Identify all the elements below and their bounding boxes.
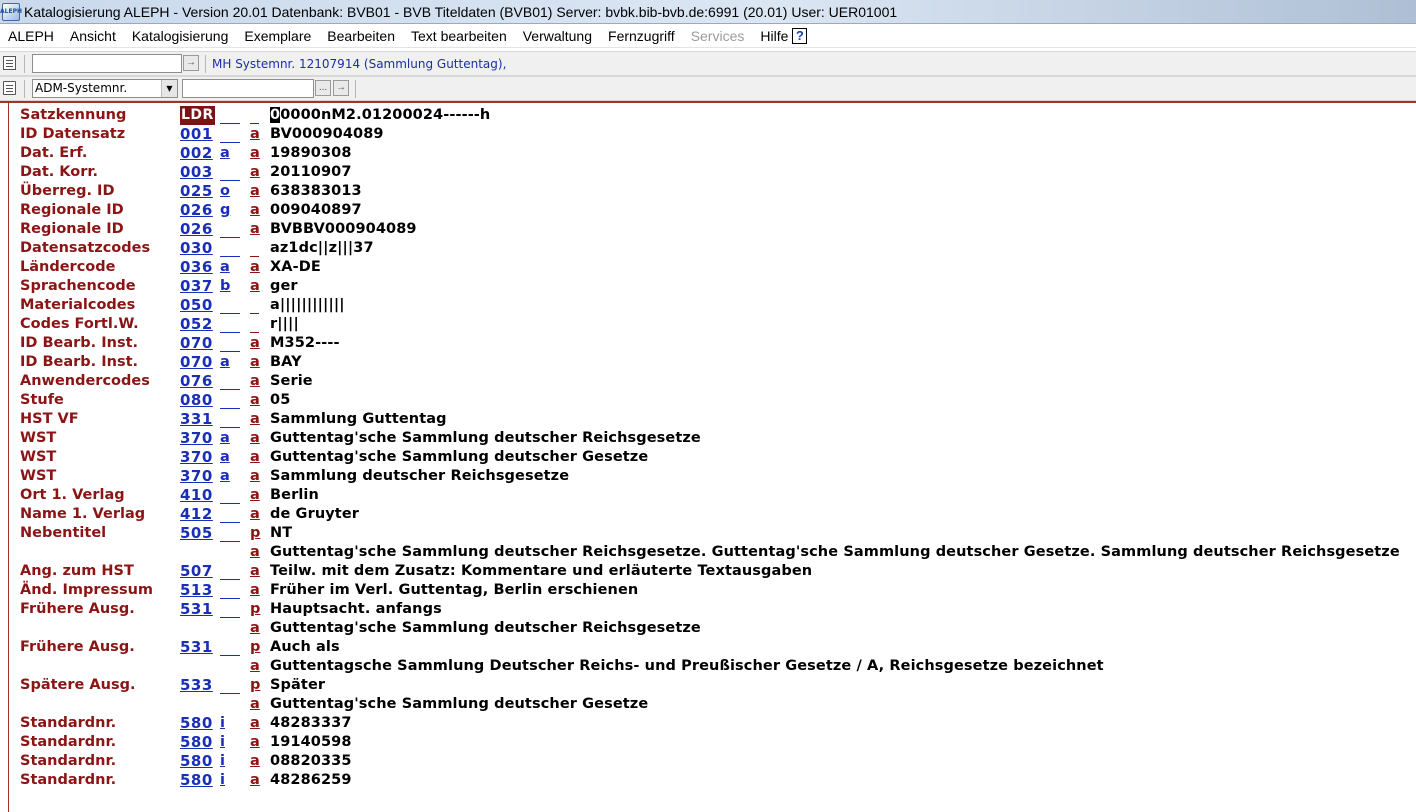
subfield-code[interactable]: p [250, 525, 261, 541]
record-field-row [0, 467, 1416, 486]
subfield-code[interactable]: a [250, 506, 260, 522]
field-label: Spätere Ausg. [20, 677, 136, 693]
field-indicator[interactable] [220, 600, 240, 618]
field-value[interactable]: NT [270, 525, 293, 541]
field-label: Überreg. ID [20, 183, 115, 199]
field-indicator[interactable] [220, 296, 240, 314]
field-indicator[interactable] [220, 334, 240, 352]
field-indicator[interactable] [220, 524, 240, 542]
field-tag[interactable]: 026 [180, 201, 213, 219]
field-label: Anwendercodes [20, 373, 150, 389]
record-field-row [0, 391, 1416, 410]
field-label: Änd. Impressum [20, 582, 154, 598]
menu-item-katalogisierung[interactable]: Katalogisierung [131, 27, 229, 44]
field-indicator[interactable]: i [220, 772, 225, 788]
menu-item-bearbeiten[interactable]: Bearbeiten [327, 27, 395, 44]
menu-item-exemplare[interactable]: Exemplare [244, 27, 312, 44]
field-indicator[interactable] [220, 220, 240, 238]
field-indicator[interactable]: a [220, 449, 230, 465]
field-label: Standardnr. [20, 734, 117, 750]
field-label: Ang. zum HST [20, 563, 134, 579]
field-value[interactable]: 48286259 [270, 772, 352, 788]
field-indicator[interactable]: a [220, 259, 230, 275]
subfield-code[interactable]: a [250, 734, 260, 750]
field-value[interactable]: 48283337 [270, 715, 352, 731]
record-field-row [0, 581, 1416, 600]
record-field-row [0, 106, 1416, 125]
subfield-code[interactable]: a [250, 753, 260, 769]
window-title: Katalogisierung ALEPH - Version 20.01 Datenbank: BVB01 - BVB Titeldaten (BVB01) Server: bvbk.bib-bvb.de:6991 (20.01) User: UER01001 [24, 3, 898, 20]
field-tag[interactable]: 531 [180, 638, 213, 656]
subfield-code[interactable]: a [250, 335, 260, 351]
record-field-row [0, 524, 1416, 543]
field-value[interactable]: a|||||||||||| [270, 297, 345, 313]
subfield-code[interactable]: a [250, 354, 260, 370]
field-value[interactable]: 19140598 [270, 734, 352, 750]
field-value[interactable]: BV000904089 [270, 126, 384, 142]
field-value[interactable]: r|||| [270, 316, 299, 332]
subfield-code[interactable]: a [250, 411, 260, 427]
field-value[interactable]: 009040897 [270, 202, 362, 218]
browse-button[interactable]: ... [315, 80, 331, 96]
field-value[interactable]: Guttentagsche Sammlung Deutscher Reichs- und Preußischer Gesetze / A, Reichsgesetze bezeichnet [270, 658, 1104, 674]
record-field-row [0, 277, 1416, 296]
field-label: Codes Fortl.W. [20, 316, 139, 332]
menu-item-hilfe[interactable]: Hilfe [760, 27, 789, 44]
field-indicator[interactable]: g [220, 202, 231, 218]
record-field-row [0, 714, 1416, 733]
title-bar [0, 0, 1416, 24]
field-tag[interactable]: 331 [180, 410, 213, 428]
field-value[interactable]: Sammlung deutscher Reichsgesetze [270, 468, 570, 484]
field-tag[interactable]: 533 [180, 676, 213, 694]
record-field-row [0, 315, 1416, 334]
field-label: Regionale ID [20, 202, 124, 218]
subfield-code[interactable]: a [250, 563, 260, 579]
field-value[interactable]: ger [270, 278, 298, 294]
field-label: HST VF [20, 411, 79, 427]
menu-item-ansicht[interactable]: Ansicht [69, 27, 116, 44]
record-field-row [0, 182, 1416, 201]
field-value[interactable]: Früher im Verl. Guttentag, Berlin erschienen [270, 582, 639, 598]
record-field-row [0, 752, 1416, 771]
menu-item-verwaltung[interactable]: Verwaltung [522, 27, 593, 44]
subfield-code[interactable]: a [250, 772, 260, 788]
field-label: Datensatzcodes [20, 240, 151, 256]
field-indicator[interactable]: o [220, 183, 230, 199]
record-field-row [0, 258, 1416, 277]
field-label: WST [20, 468, 57, 484]
subfield-code[interactable]: a [250, 544, 260, 560]
subfield-code[interactable]: a [250, 202, 260, 218]
field-indicator[interactable]: a [220, 430, 230, 446]
field-value[interactable]: 19890308 [270, 145, 352, 161]
index-select-value: ADM-Systemnr. [35, 81, 128, 95]
subfield-code[interactable] [250, 239, 259, 257]
field-indicator[interactable] [220, 315, 240, 333]
field-label: Ländercode [20, 259, 116, 275]
field-value[interactable]: 05 [270, 392, 291, 408]
menu-item-text-bearbeiten[interactable]: Text bearbeiten [411, 27, 507, 44]
subfield-code[interactable]: a [250, 696, 260, 712]
field-value[interactable]: Hauptsacht. anfangs [270, 601, 442, 617]
copy-record-icon[interactable] [3, 81, 16, 95]
subfield-code[interactable]: a [250, 183, 260, 199]
menu-item-services: Services [690, 27, 745, 44]
menu-item-fernzugriff[interactable]: Fernzugriff [608, 27, 675, 44]
index-search-input[interactable] [182, 79, 314, 98]
record-field-row [0, 657, 1416, 676]
record-field-row [0, 125, 1416, 144]
field-value[interactable]: Auch als [270, 639, 340, 655]
subfield-code[interactable]: a [250, 658, 260, 674]
subfield-code[interactable] [250, 315, 259, 333]
record-field-row [0, 334, 1416, 353]
subfield-code[interactable]: p [250, 601, 261, 617]
field-label: Dat. Korr. [20, 164, 98, 180]
field-value[interactable]: Guttentag'sche Sammlung deutscher Reichsgesetze [270, 430, 701, 446]
field-indicator[interactable] [220, 581, 240, 599]
field-value[interactable]: Später [270, 677, 326, 693]
field-tag[interactable]: 025 [180, 182, 213, 200]
field-indicator[interactable]: i [220, 734, 225, 750]
field-value[interactable]: XA-DE [270, 259, 321, 275]
field-value[interactable]: M352---- [270, 335, 340, 351]
field-tag[interactable]: 580 [180, 733, 213, 751]
record-field-row [0, 296, 1416, 315]
record-field-row [0, 505, 1416, 524]
field-indicator[interactable]: a [220, 145, 230, 161]
field-label: ID Bearb. Inst. [20, 354, 139, 370]
help-icon[interactable]: ? [792, 28, 807, 44]
field-value[interactable]: Guttentag'sche Sammlung deutscher Reichsgesetze. Guttentag'sche Sammlung deutscher Gesetze. Sammlung deutscher Reichsgesetze [270, 544, 1400, 560]
field-indicator[interactable] [220, 125, 240, 143]
record-field-row [0, 410, 1416, 429]
field-indicator[interactable] [220, 562, 240, 580]
record-field-row [0, 562, 1416, 581]
field-indicator[interactable] [220, 638, 240, 656]
aleph-app-icon: ALEPH [2, 3, 20, 21]
field-tag[interactable]: 370 [180, 429, 213, 447]
record-field-row [0, 163, 1416, 182]
field-indicator[interactable] [220, 391, 240, 409]
subfield-code[interactable]: a [250, 278, 260, 294]
field-tag[interactable]: 003 [180, 163, 213, 181]
field-label: Name 1. Verlag [20, 506, 146, 522]
toolbar-index [0, 76, 1416, 101]
subfield-code[interactable]: a [250, 259, 260, 275]
subfield-code[interactable]: a [250, 221, 260, 237]
field-indicator[interactable] [220, 505, 240, 523]
field-indicator[interactable] [220, 106, 240, 124]
record-field-row [0, 220, 1416, 239]
field-tag[interactable]: 030 [180, 239, 213, 257]
field-label: Materialcodes [20, 297, 136, 313]
subfield-code[interactable]: p [250, 677, 261, 693]
subfield-code[interactable] [250, 296, 259, 314]
index-select[interactable] [32, 79, 178, 98]
toolbar-search [0, 51, 1416, 76]
field-value[interactable]: Teilw. mit dem Zusatz: Kommentare und erläuterte Textausgaben [270, 563, 813, 579]
subfield-code[interactable]: a [250, 620, 260, 636]
field-tag[interactable]: 513 [180, 581, 213, 599]
field-label: WST [20, 449, 57, 465]
subfield-code[interactable] [250, 106, 259, 124]
field-indicator[interactable]: i [220, 715, 225, 731]
field-tag[interactable]: 505 [180, 524, 213, 542]
field-label: Sprachencode [20, 278, 136, 294]
field-value[interactable]: 638383013 [270, 183, 362, 199]
record-field-row [0, 201, 1416, 220]
field-value[interactable]: az1dc||z|||37 [270, 240, 374, 256]
subfield-code[interactable]: a [250, 487, 260, 503]
field-value[interactable]: BAY [270, 354, 302, 370]
menu-bar [0, 24, 1416, 48]
subfield-code[interactable]: a [250, 164, 260, 180]
field-tag[interactable]: 507 [180, 562, 213, 580]
record-field-row [0, 695, 1416, 714]
field-indicator[interactable]: b [220, 278, 231, 294]
field-tag[interactable]: 037 [180, 277, 213, 295]
field-label: WST [20, 430, 57, 446]
field-tag[interactable]: 036 [180, 258, 213, 276]
field-tag[interactable]: 410 [180, 486, 213, 504]
field-label: Nebentitel [20, 525, 107, 541]
field-tag[interactable]: 076 [180, 372, 213, 390]
toolbar-separator [24, 80, 25, 98]
field-value[interactable]: Guttentag'sche Sammlung deutscher Gesetze [270, 696, 649, 712]
record-field-row [0, 619, 1416, 638]
field-tag[interactable]: 370 [180, 448, 213, 466]
record-field-row [0, 353, 1416, 372]
text-cursor: 0 [270, 107, 281, 123]
field-indicator[interactable]: i [220, 753, 225, 769]
field-label: Regionale ID [20, 221, 124, 237]
field-tag[interactable]: 531 [180, 600, 213, 618]
record-field-row [0, 771, 1416, 790]
field-label: Frühere Ausg. [20, 601, 135, 617]
field-value[interactable]: 00000nM2.01200024------h [270, 107, 491, 123]
field-indicator[interactable]: a [220, 468, 230, 484]
subfield-code[interactable]: a [250, 145, 260, 161]
record-status-text: MH Systemnr. 12107914 (Sammlung Guttentag), [212, 57, 507, 71]
subfield-code[interactable]: a [250, 582, 260, 598]
field-indicator[interactable] [220, 486, 240, 504]
record-field-row [0, 448, 1416, 467]
field-indicator[interactable] [220, 163, 240, 181]
field-label: Frühere Ausg. [20, 639, 135, 655]
toolbar-separator [24, 55, 25, 73]
field-label: Standardnr. [20, 753, 117, 769]
field-tag[interactable]: 052 [180, 315, 213, 333]
field-label: Standardnr. [20, 772, 117, 788]
subfield-code[interactable]: a [250, 468, 260, 484]
field-indicator[interactable] [220, 239, 240, 257]
field-tag[interactable]: 002 [180, 144, 213, 162]
go-arrow-button-2[interactable]: → [333, 80, 349, 96]
subfield-code[interactable]: a [250, 392, 260, 408]
field-indicator[interactable] [220, 676, 240, 694]
field-tag[interactable]: 070 [180, 353, 213, 371]
record-field-row [0, 638, 1416, 657]
field-value[interactable]: Guttentag'sche Sammlung deutscher Reichsgesetze [270, 620, 701, 636]
field-value[interactable]: 20110907 [270, 164, 352, 180]
subfield-code[interactable]: a [250, 449, 260, 465]
go-arrow-button[interactable]: → [183, 55, 199, 71]
record-field-row [0, 676, 1416, 695]
field-indicator[interactable]: a [220, 354, 230, 370]
field-tag[interactable]: LDR [181, 107, 214, 123]
record-field-row [0, 543, 1416, 562]
record-field-row [0, 372, 1416, 391]
record-editor [0, 101, 1416, 812]
field-value[interactable]: 08820335 [270, 753, 352, 769]
field-value[interactable]: de Gruyter [270, 506, 360, 522]
field-tag[interactable]: 070 [180, 334, 213, 352]
field-label: Satzkennung [20, 107, 127, 123]
record-list-icon[interactable] [3, 56, 16, 70]
field-label: Dat. Erf. [20, 145, 88, 161]
toolbar-separator [205, 55, 206, 73]
menu-item-aleph[interactable]: ALEPH [8, 27, 54, 44]
record-field-row [0, 486, 1416, 505]
field-label: ID Datensatz [20, 126, 126, 142]
subfield-code[interactable]: p [250, 639, 261, 655]
field-tag[interactable]: 080 [180, 391, 213, 409]
field-tag[interactable]: 050 [180, 296, 213, 314]
field-indicator[interactable] [220, 372, 240, 390]
record-field-row [0, 733, 1416, 752]
record-field-row [0, 429, 1416, 448]
field-value[interactable]: Guttentag'sche Sammlung deutscher Gesetze [270, 449, 649, 465]
field-value[interactable]: Sammlung Guttentag [270, 411, 447, 427]
field-tag[interactable]: 370 [180, 467, 213, 485]
toolbar-separator [355, 80, 356, 98]
field-tag[interactable]: 412 [180, 505, 213, 523]
field-tag[interactable]: 580 [180, 714, 213, 732]
subfield-code[interactable]: a [250, 715, 260, 731]
record-field-row [0, 600, 1416, 619]
field-indicator[interactable] [220, 410, 240, 428]
field-value[interactable]: BVBBV000904089 [270, 221, 417, 237]
subfield-code[interactable]: a [250, 430, 260, 446]
field-label: Ort 1. Verlag [20, 487, 125, 503]
record-field-row [0, 239, 1416, 258]
subfield-code[interactable]: a [250, 373, 260, 389]
record-field-row [0, 144, 1416, 163]
field-tag[interactable]: 580 [180, 752, 213, 770]
search-input[interactable] [32, 54, 182, 73]
field-tag[interactable]: 026 [180, 220, 213, 238]
field-tag[interactable]: 001 [180, 125, 213, 143]
subfield-code[interactable]: a [250, 126, 260, 142]
field-tag[interactable]: 580 [180, 771, 213, 789]
field-label: Standardnr. [20, 715, 117, 731]
field-label: ID Bearb. Inst. [20, 335, 139, 351]
field-value[interactable]: Berlin [270, 487, 319, 503]
field-label: Stufe [20, 392, 64, 408]
field-value[interactable]: Serie [270, 373, 313, 389]
chevron-down-icon[interactable]: ▼ [161, 80, 177, 97]
